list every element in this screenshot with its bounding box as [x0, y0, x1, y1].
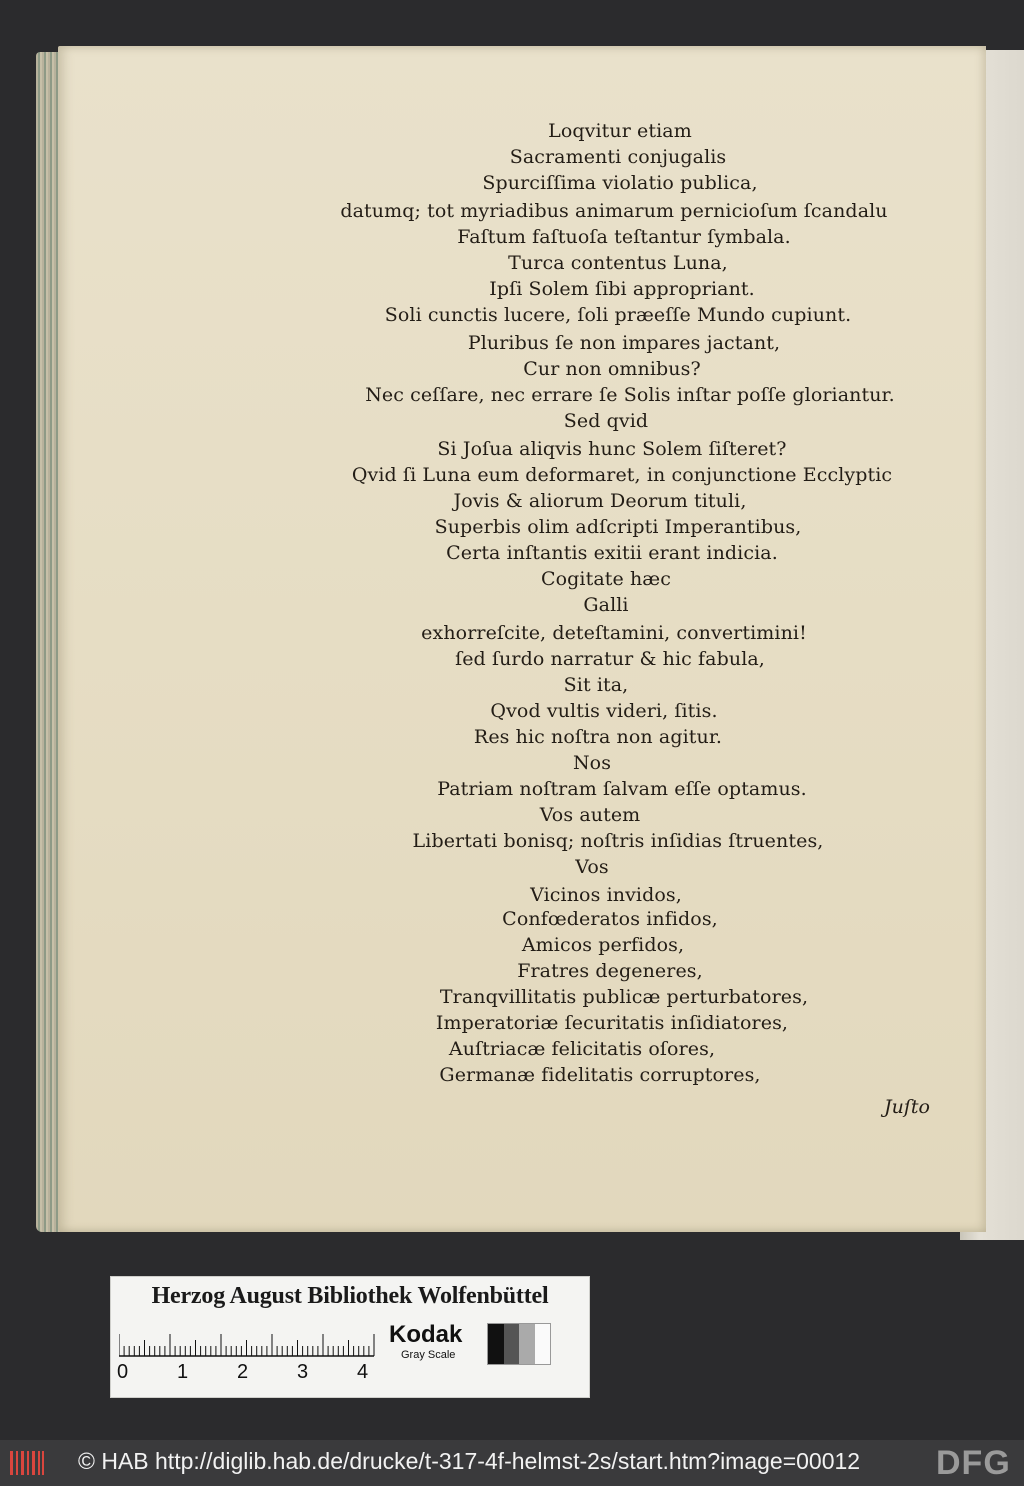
text-line: Pluribus ſe non impares jactant, — [467, 332, 781, 354]
text-line: Turca contentus Luna, — [508, 252, 728, 274]
text-line: Superbis olim adſcripti Imperantibus, — [434, 516, 802, 538]
library-name: Herzog August Bibliothek Wolfenbüttel — [151, 1283, 549, 1309]
text-line: datumq; tot myriadibus animarum pernicioſum ſcandalu — [340, 200, 888, 222]
text-line: Imperatoriæ ſecuritatis inſidiatores, — [435, 1012, 789, 1034]
text-line: Loqvitur etiam — [548, 120, 692, 142]
text-line: Sacramenti conjugalis — [509, 146, 727, 168]
dfg-logo: DFG — [936, 1444, 1011, 1482]
text-line: Spurciſſima violatio publica, — [482, 172, 758, 194]
text-line: Res hic noſtra non agitur. — [473, 726, 723, 748]
text-line: Libertati bonisq; noſtris inſidias ſtruentes, — [412, 830, 824, 852]
text-line: Vos autem — [539, 804, 641, 826]
ruler-number: 1 — [177, 1361, 189, 1383]
text-line: Fratres degeneres, — [517, 960, 703, 982]
page-text-block — [58, 46, 986, 1232]
kodak-subtitle: Gray Scale — [401, 1349, 456, 1361]
text-line: Qvid ſi Luna eum deformaret, in conjunctione Ecclyptic — [351, 464, 893, 486]
ruler-number: 0 — [117, 1361, 129, 1383]
citation-link[interactable]: © HAB http://diglib.hab.de/drucke/t-317-4f-helmst-2s/start.htm?image=00012 — [78, 1448, 861, 1474]
text-line: ſed ſurdo narratur & hic fabula, — [455, 648, 765, 670]
text-line: Ipſi Solem ſibi appropriant. — [489, 278, 755, 300]
ruler-labels — [117, 1361, 387, 1385]
text-line: Jovis & aliorum Deorum tituli, — [453, 490, 747, 512]
ruler-scale — [119, 1327, 379, 1357]
text-line: Nec ceſſare, nec errare ſe Solis inſtar poſſe gloriantur. — [365, 384, 895, 406]
text-line: Confœderatos infidos, — [502, 908, 718, 930]
kodak-logo: Kodak — [389, 1321, 463, 1348]
catchword: Juſto — [884, 1096, 930, 1118]
text-line: Faſtum faſtuoſa teſtantur ſymbala. — [457, 226, 791, 248]
ruler-number: 4 — [357, 1361, 369, 1383]
text-line: Soli cunctis lucere, ſoli præeſſe Mundo cupiunt. — [384, 304, 852, 326]
ruler-number: 3 — [297, 1361, 309, 1383]
ruler-number: 2 — [237, 1361, 249, 1383]
text-line: Vicinos invidos, — [530, 884, 682, 906]
text-line: Germanæ fidelitatis corruptores, — [439, 1064, 761, 1086]
footer-bar — [0, 1440, 1024, 1486]
text-line: Galli — [583, 594, 629, 616]
text-line: Amicos perfidos, — [521, 934, 685, 956]
text-line: Sed qvid — [563, 410, 649, 432]
text-line: Qvod vultis videri, ſitis. — [490, 700, 718, 722]
text-line: Certa inſtantis exitii erant indicia. — [446, 542, 778, 564]
text-line: Cur non omnibus? — [523, 358, 701, 380]
text-line: Patriam noſtram ſalvam eſſe optamus. — [437, 778, 807, 800]
text-line: Si Joſua aliqvis hunc Solem ſiſteret? — [437, 438, 787, 460]
text-line: exhorreſcite, deteſtamini, convertimini! — [421, 622, 807, 644]
book-page — [58, 46, 986, 1232]
text-line: Nos — [572, 752, 612, 774]
text-line: Cogitate hæc — [540, 568, 672, 590]
gray-scale-patches — [487, 1323, 551, 1365]
barcode-icon — [8, 1448, 46, 1478]
text-line: Vos — [575, 856, 609, 878]
text-line: Sit ita, — [563, 674, 629, 696]
text-line: Tranqvillitatis publicæ perturbatores, — [439, 986, 809, 1008]
color-calibration-card — [110, 1276, 590, 1398]
text-line: Auſtriacæ felicitatis oſores, — [448, 1038, 716, 1060]
